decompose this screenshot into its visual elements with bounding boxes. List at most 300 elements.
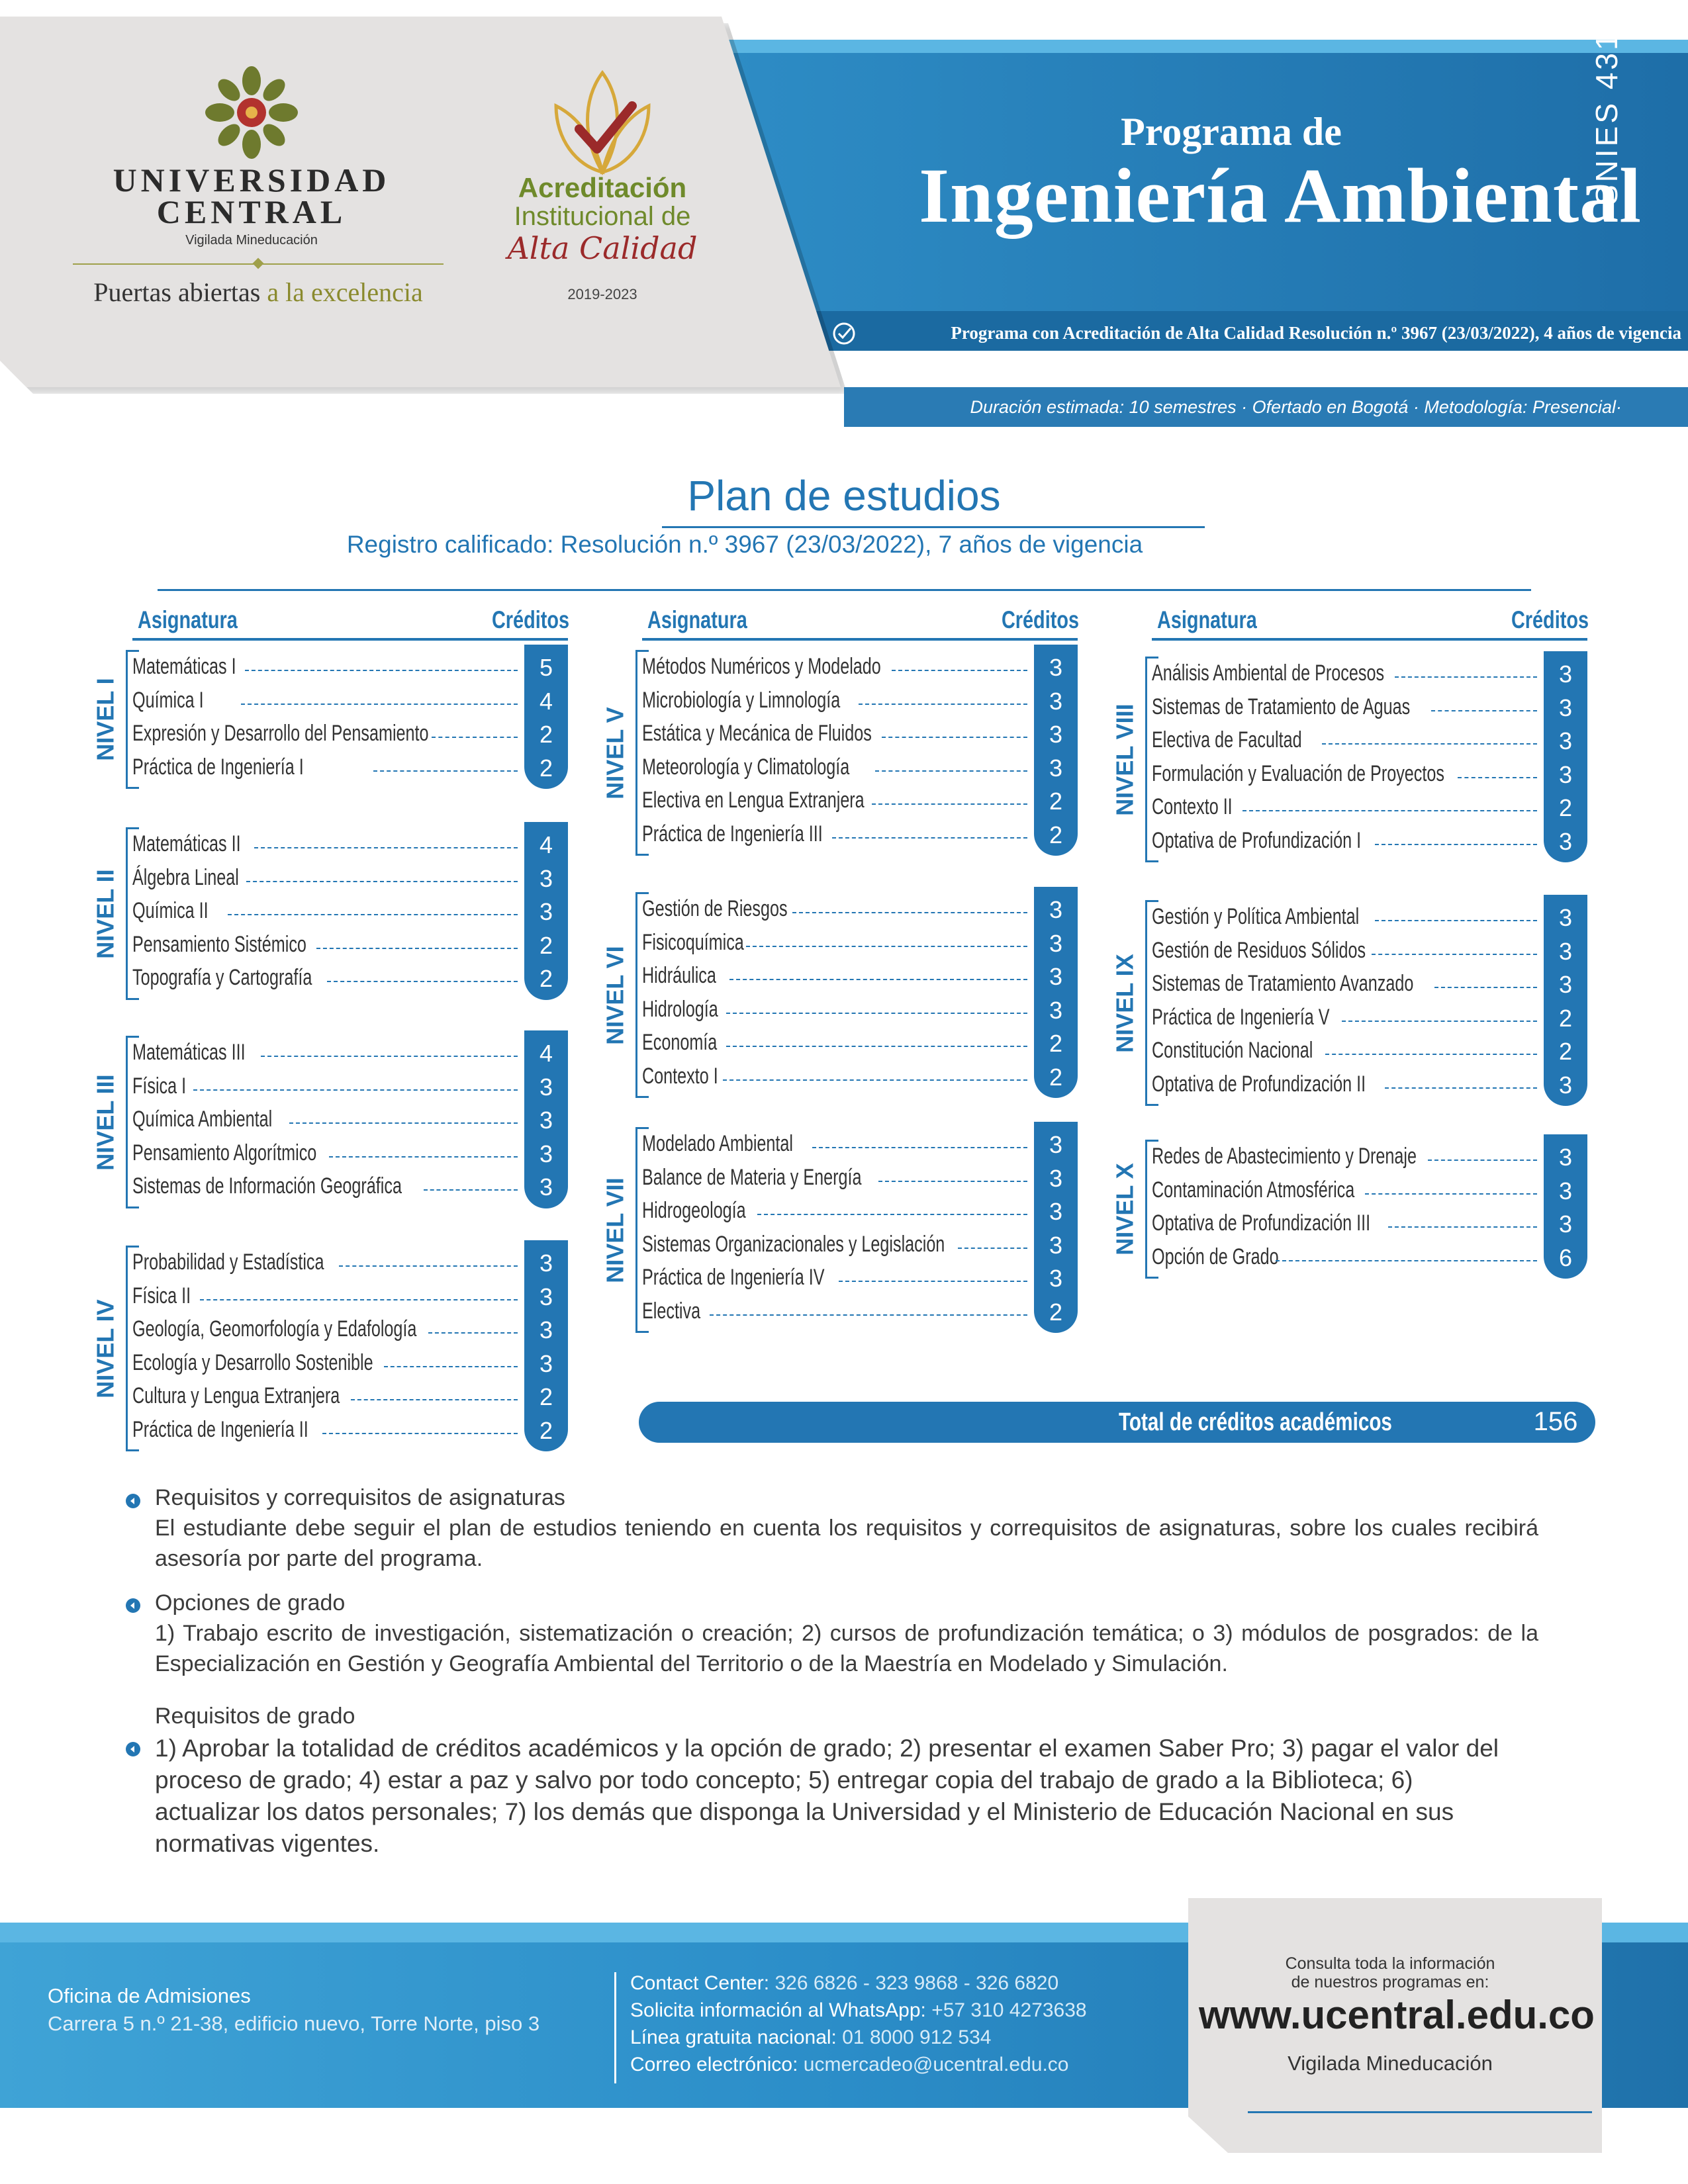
course-credits: 3 — [539, 1350, 553, 1377]
program-pre-title: Programa de — [1121, 110, 1342, 154]
level-label-text: NIVEL VII — [602, 1177, 630, 1283]
dashed-leader — [322, 1433, 518, 1434]
course-row — [132, 1103, 568, 1136]
course-row — [642, 993, 1078, 1026]
course-row — [642, 817, 1078, 850]
slogan-highlight: a la excelencia — [267, 277, 423, 307]
admissions-office-title: Oficina de Admisiones — [48, 1984, 251, 2007]
dashed-leader — [757, 1214, 1027, 1215]
course-name: Electiva en Lengua Extranjera — [642, 787, 865, 813]
level-label-text: NIVEL IV — [92, 1298, 120, 1398]
course-name: Probabilidad y Estadística — [132, 1249, 324, 1275]
dashed-leader — [882, 737, 1027, 738]
course-row — [132, 928, 568, 961]
course-row — [642, 751, 1078, 784]
bullet-icon — [124, 1597, 142, 1614]
course-row — [132, 1312, 568, 1345]
course-row — [1152, 967, 1587, 1000]
dashed-leader — [1431, 710, 1537, 711]
dashed-leader — [1375, 920, 1537, 921]
dashed-leader — [428, 1332, 518, 1334]
dashed-leader — [432, 737, 518, 738]
dashed-leader — [329, 1156, 518, 1158]
course-credits: 2 — [1049, 1030, 1063, 1057]
level-label-text: NIVEL IX — [1111, 953, 1139, 1053]
course-name: Electiva — [642, 1298, 701, 1324]
course-row — [132, 650, 568, 683]
course-name: Química Ambiental — [132, 1106, 273, 1132]
dashed-leader — [373, 770, 518, 772]
dashed-leader — [792, 912, 1027, 913]
course-name: Economía — [642, 1029, 718, 1055]
dashed-leader — [1372, 954, 1537, 955]
dashed-leader — [726, 1013, 1027, 1014]
course-row — [132, 1246, 568, 1279]
course-name: Práctica de Ingeniería II — [132, 1416, 308, 1442]
dashed-leader — [1385, 1087, 1537, 1089]
dashed-leader — [339, 1265, 518, 1267]
course-credits: 3 — [1049, 930, 1063, 957]
course-credits: 3 — [1049, 997, 1063, 1024]
course-row — [132, 684, 568, 717]
level-8 — [1111, 657, 1587, 862]
dashed-leader — [1375, 844, 1537, 845]
dashed-leader — [1243, 810, 1537, 811]
dashed-leader — [424, 1189, 518, 1191]
dashed-leader — [1365, 1193, 1537, 1195]
level-4 — [92, 1246, 568, 1451]
toll-free-value[interactable]: 01 8000 912 534 — [836, 2026, 992, 2048]
course-row — [642, 1261, 1078, 1294]
consult-line1: Consulta toda la información — [1285, 1954, 1495, 1973]
course-name: Optativa de Profundización III — [1152, 1210, 1371, 1236]
level-label — [602, 892, 629, 1098]
dashed-leader — [327, 981, 518, 982]
accreditation-quality: Alta Calidad — [507, 230, 698, 266]
course-name: Práctica de Ingeniería I — [132, 754, 304, 780]
course-row — [642, 1161, 1078, 1194]
course-name: Microbiología y Limnología — [642, 687, 841, 713]
course-name: Optativa de Profundización I — [1152, 827, 1362, 853]
course-row — [1152, 900, 1587, 933]
dashed-leader — [723, 1079, 1027, 1081]
course-row — [1152, 1001, 1587, 1034]
contact-center — [630, 1972, 1058, 1995]
level-6 — [602, 892, 1078, 1098]
requirements-title: Requisitos y correquisitos de asignaturas — [155, 1485, 565, 1510]
course-credits: 2 — [1558, 1005, 1573, 1032]
level-label-text: NIVEL II — [92, 868, 119, 959]
course-name: Álgebra Lineal — [132, 864, 239, 890]
grade-options-title: Opciones de grado — [155, 1590, 346, 1615]
course-name: Sistemas de Tratamiento de Aguas — [1152, 694, 1411, 719]
consult-line2: de nuestros programas en: — [1291, 1973, 1489, 1991]
level-label — [93, 1036, 119, 1208]
course-row — [642, 1295, 1078, 1328]
course-row — [132, 1346, 568, 1379]
course-credits: 4 — [539, 831, 553, 858]
level-label-text: NIVEL X — [1111, 1163, 1139, 1255]
level-label-text: NIVEL III — [92, 1073, 119, 1171]
course-name: Contexto II — [1152, 794, 1233, 819]
bullet-icon — [124, 1492, 142, 1510]
dashed-leader — [1428, 1160, 1537, 1161]
course-row — [132, 827, 568, 860]
course-credits: 3 — [539, 1073, 553, 1101]
course-row — [1152, 790, 1587, 823]
course-row — [642, 1127, 1078, 1160]
course-credits: 3 — [1049, 1265, 1063, 1292]
col3-header-rule — [1152, 638, 1587, 641]
level-10 — [1111, 1140, 1587, 1279]
bullet-icon — [124, 1741, 142, 1758]
accreditation-leaves-icon — [523, 66, 682, 185]
course-credits: 6 — [1558, 1244, 1573, 1271]
course-credits: 2 — [539, 932, 553, 959]
plan-divider — [158, 589, 1531, 591]
course-credits: 2 — [1049, 1298, 1063, 1326]
dashed-leader — [1325, 1054, 1537, 1055]
course-name: Análisis Ambiental de Procesos — [1152, 660, 1385, 686]
contact-center-label: Contact Center: — [630, 1972, 770, 1994]
course-credits: 3 — [1558, 971, 1573, 998]
course-name: Contaminación Atmosférica — [1152, 1177, 1355, 1203]
course-row — [1152, 690, 1587, 723]
course-name: Geología, Geomorfología y Edafología — [132, 1316, 417, 1342]
total-credits-bar — [639, 1402, 1595, 1443]
accreditation-note: Programa con Acreditación de Alta Calidad Resolución n.º 3967 (23/03/2022), 4 años de vigencia — [951, 323, 1681, 343]
course-name: Gestión de Riesgos — [642, 895, 788, 921]
level-label — [93, 1246, 119, 1451]
level-label — [1112, 1140, 1139, 1279]
course-credits: 3 — [539, 1173, 553, 1201]
dashed-leader — [245, 670, 518, 671]
course-credits: 3 — [1558, 694, 1573, 721]
dashed-leader — [710, 1314, 1027, 1316]
course-credits: 3 — [1049, 688, 1063, 715]
level-9 — [1111, 900, 1587, 1106]
course-name: Química I — [132, 687, 204, 713]
course-name: Expresión y Desarrollo del Pensamiento — [132, 720, 429, 746]
course-name: Hidrogeología — [642, 1197, 746, 1223]
col1-credits-header: Créditos — [491, 606, 569, 633]
toll-free-label: Línea gratuita nacional: — [630, 2026, 837, 2048]
course-name: Modelado Ambiental — [642, 1130, 793, 1156]
whatsapp-contact — [630, 1999, 1087, 2022]
course-credits: 3 — [1558, 904, 1573, 931]
course-credits: 5 — [539, 654, 553, 681]
course-credits: 3 — [1558, 938, 1573, 965]
course-name: Hidrología — [642, 996, 718, 1022]
grade-requirements-text: 1) Aprobar la totalidad de créditos académicos y la opción de grado; 2) presentar el examen Saber Pro; 3) pagar el valor del proceso de grado; 4) estar a paz y salvo por todo concepto; 5) entregar copia del trabajo de grado a la Biblioteca; 6) actualizar los datos personales; 7) los demás que disponga la Universidad y el Ministerio de Educación Nacional en sus normativas vigentes. — [155, 1735, 1499, 1857]
course-credits: 3 — [1558, 727, 1573, 754]
whatsapp-value[interactable]: +57 310 4273638 — [925, 1999, 1087, 2021]
course-credits: 3 — [1049, 754, 1063, 782]
course-name: Sistemas de Tratamiento Avanzado — [1152, 970, 1414, 996]
course-name: Matemáticas I — [132, 653, 236, 679]
course-row — [132, 1136, 568, 1169]
course-row — [1152, 1173, 1587, 1206]
course-row — [642, 684, 1078, 717]
requirements-note — [155, 1482, 1538, 1574]
course-name: Optativa de Profundización II — [1152, 1071, 1366, 1097]
col3-credits-header: Créditos — [1511, 606, 1589, 633]
course-row — [642, 926, 1078, 959]
course-row — [132, 894, 568, 927]
course-name: Práctica de Ingeniería IV — [642, 1264, 825, 1290]
course-credits: 4 — [539, 1040, 553, 1067]
footer-separator — [614, 1972, 616, 2083]
plan-title: Plan de estudios — [687, 472, 1001, 520]
dashed-leader — [1434, 987, 1537, 988]
dashed-leader — [878, 1181, 1027, 1182]
course-row — [1152, 723, 1587, 756]
course-row — [132, 1379, 568, 1412]
course-name: Matemáticas II — [132, 831, 241, 856]
course-row — [132, 751, 568, 784]
course-name: Opción de Grado — [1152, 1244, 1279, 1269]
course-credits: 3 — [1558, 828, 1573, 855]
course-name: Pensamiento Sistémico — [132, 931, 306, 957]
course-row — [1152, 824, 1587, 857]
level-label — [1112, 657, 1139, 862]
course-name: Métodos Numéricos y Modelado — [642, 653, 881, 679]
university-name-line2: CENTRAL — [156, 193, 347, 230]
course-name: Electiva de Facultad — [1152, 727, 1302, 752]
course-credits: 3 — [1558, 660, 1573, 688]
admissions-office-address: Carrera 5 n.º 21-38, edificio nuevo, Torre Norte, piso 3 — [48, 2012, 540, 2035]
website-underline — [1248, 2111, 1592, 2113]
university-vigilada: Vigilada Mineducación — [185, 233, 318, 248]
total-credits-value: 156 — [1533, 1407, 1578, 1436]
course-credits: 3 — [539, 1250, 553, 1277]
course-row — [642, 1228, 1078, 1261]
footer-bottom-margin — [0, 2148, 1688, 2184]
course-row — [132, 1413, 568, 1446]
course-row — [642, 717, 1078, 750]
course-credits: 3 — [1049, 1232, 1063, 1259]
course-credits: 2 — [539, 721, 553, 748]
course-name: Fisicoquímica — [642, 929, 744, 955]
dashed-leader — [839, 1281, 1027, 1282]
dashed-leader — [729, 979, 1027, 980]
level-7 — [602, 1127, 1078, 1333]
col2-credits-header: Créditos — [1001, 606, 1079, 633]
dashed-leader — [241, 704, 518, 705]
course-name: Meteorología y Climatología — [642, 754, 850, 780]
level-label — [602, 650, 629, 856]
col3-subject-header: Asignatura — [1157, 606, 1257, 633]
dashed-leader — [875, 770, 1027, 772]
course-credits: 2 — [539, 754, 553, 782]
level-label-text: NIVEL I — [92, 678, 119, 761]
total-credits-label: Total de créditos académicos — [1119, 1408, 1392, 1436]
col1-subject-header: Asignatura — [138, 606, 238, 633]
dashed-leader — [1342, 1021, 1537, 1022]
requirements-text: El estudiante debe seguir el plan de estudios teniendo en cuenta los requisitos y correquisitos de asignaturas, sobre los cuales recibirá asesoría por parte del programa. — [155, 1516, 1538, 1571]
course-name: Ecología y Desarrollo Sostenible — [132, 1349, 373, 1375]
course-row — [132, 1069, 568, 1103]
course-row — [1152, 1240, 1587, 1273]
course-name: Física II — [132, 1283, 191, 1308]
level-label — [93, 650, 119, 789]
level-1 — [92, 650, 568, 789]
course-name: Balance de Materia y Energía — [642, 1164, 862, 1190]
course-name: Sistemas Organizacionales y Legislación — [642, 1231, 945, 1257]
course-credits: 2 — [1049, 788, 1063, 815]
level-label-text: NIVEL VIII — [1111, 703, 1139, 816]
dashed-leader — [261, 1056, 518, 1057]
email-link[interactable]: ucmercadeo@ucentral.edu.co — [798, 2054, 1069, 2075]
dashed-leader — [228, 914, 518, 915]
course-credits: 2 — [1558, 1038, 1573, 1065]
dashed-leader — [1322, 743, 1537, 745]
col2-subject-header: Asignatura — [647, 606, 747, 633]
course-credits: 3 — [1049, 1131, 1063, 1158]
col2-header-rule — [642, 638, 1078, 641]
dashed-leader — [200, 1299, 518, 1300]
dashed-leader — [289, 1122, 518, 1124]
course-credits: 2 — [1558, 794, 1573, 821]
email-label: Correo electrónico: — [630, 2054, 798, 2075]
course-row — [132, 717, 568, 750]
dashed-leader — [316, 948, 518, 949]
course-credits: 3 — [1558, 1144, 1573, 1171]
course-name: Sistemas de Información Geográfica — [132, 1173, 402, 1199]
dashed-leader — [1276, 1260, 1537, 1261]
course-name: Matemáticas III — [132, 1039, 246, 1065]
dashed-leader — [812, 1147, 1027, 1148]
course-row — [132, 1279, 568, 1312]
dashed-leader — [1388, 1226, 1537, 1228]
course-name: Práctica de Ingeniería V — [1152, 1004, 1330, 1030]
snies-code: SNIES 4318 — [1589, 11, 1624, 205]
course-name: Estática y Mecánica de Fluidos — [642, 720, 872, 746]
course-credits: 3 — [539, 1316, 553, 1343]
course-credits: 2 — [539, 965, 553, 992]
course-credits: 3 — [539, 1107, 553, 1134]
accreditation-title: Acreditación — [518, 172, 687, 203]
level-2 — [92, 827, 568, 1000]
dashed-leader — [351, 1399, 518, 1400]
course-credits: 3 — [1558, 1210, 1573, 1238]
dashed-leader — [1458, 777, 1537, 778]
course-row — [1152, 934, 1587, 967]
col1-header-rule — [132, 638, 568, 641]
course-credits: 3 — [1049, 896, 1063, 923]
slogan-main: Puertas abiertas — [93, 277, 261, 307]
dashed-leader — [384, 1366, 518, 1367]
level-label-text: NIVEL V — [602, 706, 630, 799]
dashed-leader — [246, 881, 518, 882]
plan-title-underline — [662, 526, 1205, 528]
course-row — [1152, 1206, 1587, 1240]
course-credits: 3 — [539, 1283, 553, 1310]
course-name: Contexto I — [642, 1063, 718, 1089]
course-name: Cultura y Lengua Extranjera — [132, 1383, 340, 1408]
course-credits: 2 — [539, 1417, 553, 1444]
university-name-line1: UNIVERSIDAD — [113, 161, 391, 199]
grade-options-note — [155, 1588, 1538, 1679]
footer-vigilada: Vigilada Mineducación — [1288, 2052, 1493, 2075]
whatsapp-label: Solicita información al WhatsApp: — [630, 1999, 926, 2021]
course-row — [642, 1026, 1078, 1059]
course-credits: 3 — [539, 1140, 553, 1167]
course-credits: 3 — [1558, 761, 1573, 788]
university-name — [66, 161, 437, 230]
course-credits: 4 — [539, 688, 553, 715]
course-row — [132, 961, 568, 994]
course-row — [1152, 1068, 1587, 1101]
website-link[interactable]: www.ucentral.edu.co — [1199, 1993, 1595, 2037]
plan-subtitle: Registro calificado: Resolución n.º 3967 (23/03/2022), 7 años de vigencia — [346, 531, 1143, 558]
dashed-leader — [832, 837, 1027, 839]
course-credits: 3 — [1558, 1071, 1573, 1099]
level-label — [93, 827, 119, 1000]
course-row — [132, 1036, 568, 1069]
toll-free-contact — [630, 2026, 991, 2049]
email-contact — [630, 2054, 1068, 2076]
dashed-leader — [193, 1089, 518, 1091]
accreditation-years: 2019-2023 — [567, 286, 637, 302]
university-logo-icon — [205, 66, 298, 159]
level-5 — [602, 650, 1078, 856]
course-row — [642, 1194, 1078, 1227]
dashed-leader — [746, 946, 1027, 947]
course-name: Gestión y Política Ambiental — [1152, 903, 1360, 929]
dashed-leader — [958, 1248, 1027, 1249]
course-row — [1152, 1034, 1587, 1067]
grade-requirements-title: Requisitos de grado — [155, 1704, 355, 1729]
dashed-leader — [1395, 676, 1537, 678]
course-name: Física I — [132, 1073, 187, 1099]
dashed-leader — [892, 670, 1027, 671]
level-3 — [92, 1036, 568, 1208]
course-row — [642, 959, 1078, 992]
university-slogan — [66, 277, 450, 308]
dashed-leader — [726, 1046, 1027, 1047]
course-row — [1152, 657, 1587, 690]
grade-options-text: 1) Trabajo escrito de investigación, sistematización o creación; 2) cursos de profundización temática; o 3) módulos de posgrados: de la Especialización en Gestión y Geografía Ambiental del Territorio o de la Maestría en Modelado y Simulación. — [155, 1621, 1538, 1676]
accreditation-subtitle: Institucional de — [514, 202, 691, 231]
course-credits: 3 — [1049, 1165, 1063, 1192]
course-credits: 3 — [1558, 1177, 1573, 1205]
course-credits: 3 — [539, 898, 553, 925]
course-name: Constitución Nacional — [1152, 1037, 1313, 1063]
dashed-leader — [859, 704, 1027, 705]
course-row — [642, 1060, 1078, 1093]
level-label-text: NIVEL VI — [602, 945, 630, 1045]
contact-center-value[interactable]: 326 6826 - 323 9868 - 326 6820 — [769, 1972, 1059, 1994]
course-name: Topografía y Cartografía — [132, 964, 312, 990]
course-name: Formulación y Evaluación de Proyectos — [1152, 760, 1444, 786]
course-credits: 3 — [539, 865, 553, 892]
course-row — [642, 892, 1078, 925]
consult-text — [1218, 1954, 1562, 1991]
course-row — [642, 784, 1078, 817]
course-row — [1152, 1140, 1587, 1173]
course-credits: 3 — [1049, 1198, 1063, 1225]
dashed-leader — [872, 803, 1027, 805]
dashed-leader — [254, 847, 518, 848]
course-name: Hidráulica — [642, 962, 716, 988]
course-credits: 3 — [1049, 721, 1063, 748]
course-credits: 2 — [1049, 821, 1063, 848]
course-row — [642, 650, 1078, 683]
program-title: Ingeniería Ambiental — [919, 152, 1642, 239]
course-row — [1152, 757, 1587, 790]
course-name: Redes de Abastecimiento y Drenaje — [1152, 1143, 1417, 1169]
